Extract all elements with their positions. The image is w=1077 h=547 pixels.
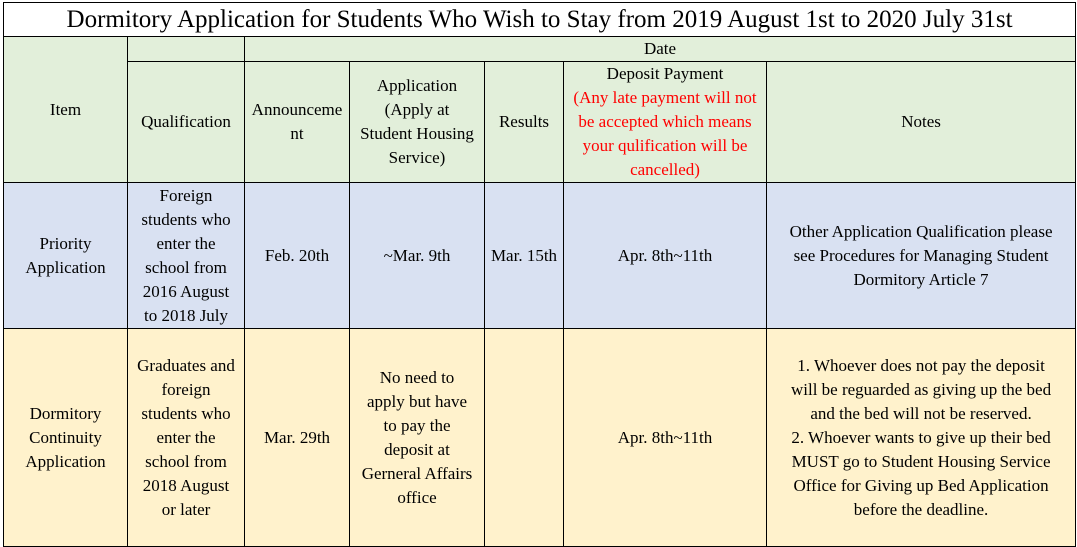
continuity-qualification-cell [128, 329, 245, 547]
continuity-announcement-cell: Mar. 29th [245, 329, 350, 547]
priority-application-line: ~Mar. 9th [383, 245, 451, 265]
page-title: Dormitory Application for Students Who Wish to Stay from 2019 August 1st to 2020 July 31st [4, 3, 1076, 37]
priority-deposit-cell: Apr. 8th~11th [564, 183, 767, 329]
continuity-notes-line: will be reguarded as giving up the bed [790, 379, 1052, 399]
header-application-line: Student Housing [360, 124, 474, 143]
continuity-deposit-cell: Apr. 8th~11th [564, 329, 767, 547]
continuity-notes-line: MUST go to Student Housing Service [791, 451, 1051, 471]
continuity-qualification-line: enter the [156, 427, 216, 447]
continuity-application-line: No need to [379, 367, 455, 387]
header-announcement [245, 62, 350, 183]
priority-notes-line: see Procedures for Managing Student [793, 245, 1049, 265]
continuity-item-line: Application [25, 451, 106, 471]
priority-qualification-line: enter the [156, 233, 216, 253]
continuity-qualification-line: school from [145, 451, 227, 471]
dormitory-schedule-table [3, 2, 1076, 547]
priority-item-line: Priority [39, 233, 92, 253]
priority-results-cell: Mar. 15th [485, 183, 564, 329]
header-results: Results [485, 62, 564, 183]
continuity-notes-line: 1. Whoever does not pay the deposit [797, 355, 1045, 375]
priority-notes-line: Other Application Qualification please [789, 221, 1053, 241]
continuity-application-line: to pay the [383, 415, 451, 435]
continuity-qualification-line: or later [161, 499, 211, 519]
header-application [350, 62, 485, 183]
continuity-qualification-line: Graduates and [137, 355, 235, 375]
priority-qualification-line: school from [145, 257, 227, 277]
header-application-line: Application [376, 76, 458, 95]
header-item: Item [4, 37, 128, 183]
table-row-continuity [4, 329, 1076, 547]
continuity-application-cell [350, 329, 485, 547]
deposit-title: Deposit Payment [606, 64, 724, 83]
continuity-notes-line: and the bed will not be reserved. [810, 403, 1032, 423]
continuity-item-line: Continuity [29, 427, 102, 447]
continuity-item-line: Dormitory [29, 403, 102, 423]
continuity-application-line: Gerneral Affairs [361, 463, 473, 483]
priority-qualification-line: to 2018 July [143, 305, 229, 325]
continuity-application-line: office [397, 487, 437, 507]
priority-announcement-cell: Feb. 20th [245, 183, 350, 329]
priority-application-cell [350, 183, 485, 329]
header-blank-cell [128, 37, 245, 62]
continuity-notes-line: before the deadline. [853, 499, 989, 519]
header-notes: Notes [767, 62, 1076, 183]
dormitory-application-sheet [3, 2, 1075, 545]
priority-qualification-line: Foreign [159, 185, 213, 205]
priority-notes-cell [767, 183, 1076, 329]
continuity-application-line: apply but have [366, 391, 468, 411]
priority-item-cell [4, 183, 128, 329]
deposit-warning-line: cancelled) [630, 160, 700, 179]
priority-qualification-line: 2016 August [142, 281, 230, 301]
continuity-qualification-line: students who [141, 403, 231, 423]
header-date: Date [245, 37, 1076, 62]
header-deposit-payment [564, 62, 767, 183]
deposit-warning-line: be accepted which means [578, 112, 752, 131]
header-announcement-line: Announceme [251, 100, 343, 119]
deposit-warning-line: your qulification will be [582, 136, 748, 155]
header-announcement-line: nt [290, 124, 304, 143]
continuity-qualification-line: foreign [161, 379, 211, 399]
continuity-notes-cell [767, 329, 1076, 547]
continuity-results-cell [485, 329, 564, 547]
header-qualification: Qualification [128, 62, 245, 183]
continuity-item-cell [4, 329, 128, 547]
continuity-notes-line: Office for Giving up Bed Application [793, 475, 1049, 495]
priority-item-line: Application [25, 257, 106, 277]
priority-qualification-cell [128, 183, 245, 329]
header-application-line: Service) [388, 148, 446, 167]
table-row-priority [4, 183, 1076, 329]
continuity-qualification-line: 2018 August [142, 475, 230, 495]
priority-qualification-line: students who [141, 209, 231, 229]
header-application-line: (Apply at [384, 100, 450, 119]
deposit-warning-line: (Any late payment will not [573, 88, 757, 107]
priority-notes-line: Dormitory Article 7 [853, 269, 989, 289]
continuity-application-line: deposit at [384, 439, 450, 459]
continuity-notes-line: 2. Whoever wants to give up their bed [791, 427, 1051, 447]
